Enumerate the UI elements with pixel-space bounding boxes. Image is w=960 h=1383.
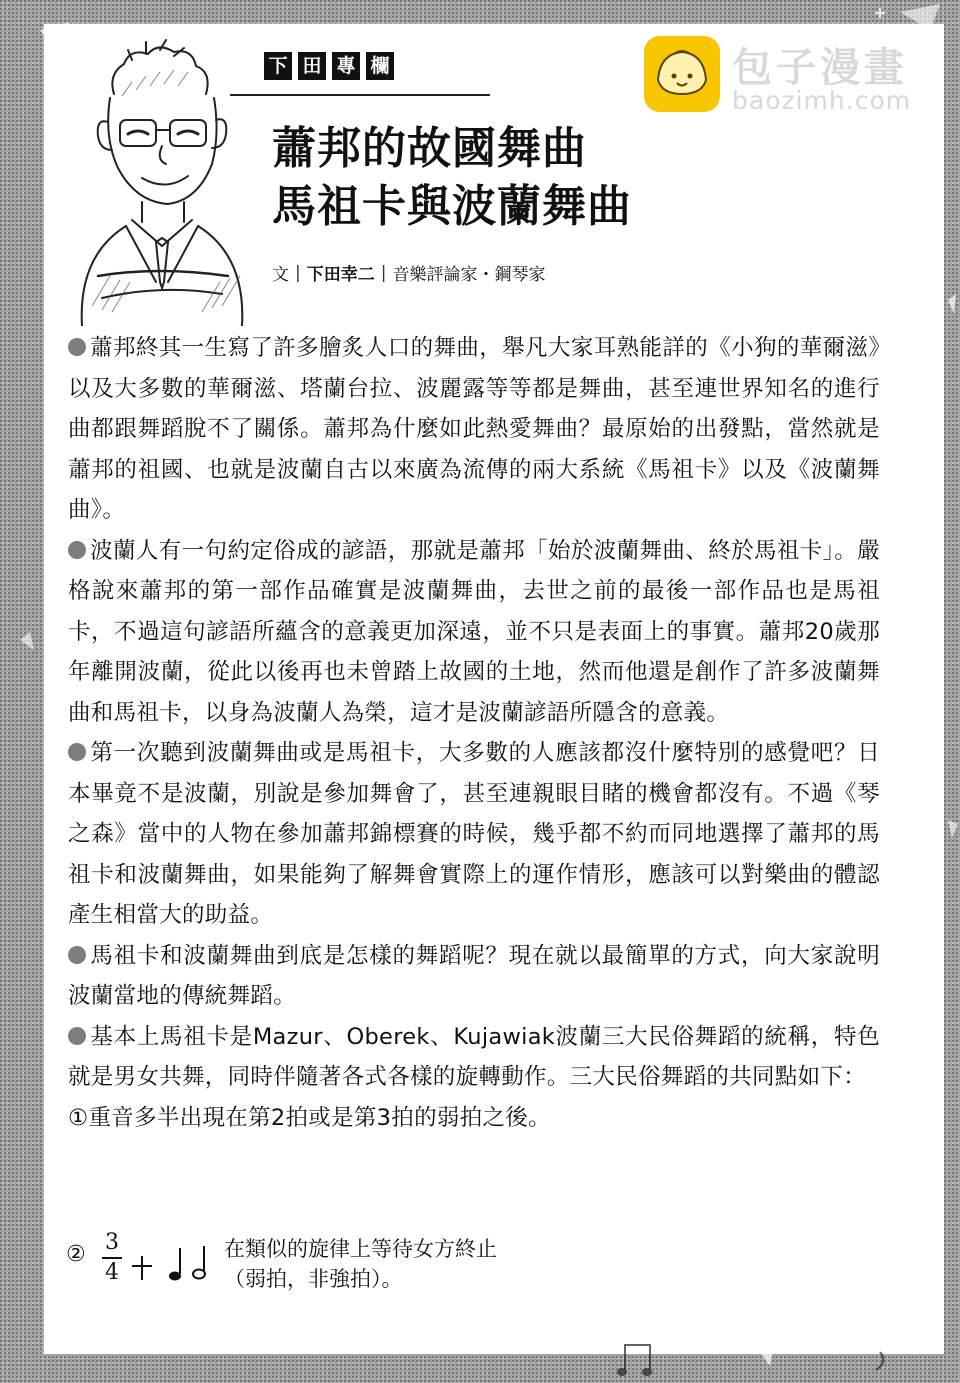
bullet-dot — [68, 1027, 86, 1045]
watermark-name: 包子漫畫 — [732, 45, 908, 91]
fraction-bar — [102, 1257, 122, 1259]
paragraph — [68, 328, 880, 531]
paragraph — [68, 936, 880, 1017]
notation-description — [224, 1234, 497, 1294]
paragraph-text: 第一次聽到波蘭舞曲或是馬祖卡，大多數的人應該都沒什麼特別的感覺吧？日本畢竟不是波蘭，別說是參加舞會了，甚至連親眼目睹的機會都沒有。不過《琴之森》當中的人物在參加蕭邦錦標賽的時候，幾乎都不約而同地選擇了蕭邦的馬祖卡和波蘭舞曲，如果能夠了解舞會實際上的運作情形，應該可以對樂曲的體認產生相當大的助益。 — [68, 740, 880, 928]
list-number: ② — [66, 1242, 86, 1267]
list-item: ①重音多半出現在第2拍或是第3拍的弱拍之後。 — [68, 1104, 551, 1131]
watermark-logo — [644, 36, 720, 112]
byline-author: 下田幸二 — [306, 265, 375, 285]
byline-separator: | — [295, 262, 301, 283]
watermark-url: baozimh.com — [732, 86, 912, 115]
bullet-dot — [68, 541, 86, 559]
time-signature-top: 3 — [105, 1230, 119, 1255]
byline-prefix: 文 — [272, 265, 289, 285]
bullet-dot — [68, 946, 86, 964]
byline — [272, 260, 545, 285]
watermark — [644, 36, 944, 116]
time-signature-bottom: 4 — [105, 1260, 119, 1285]
half-note-head — [193, 1270, 205, 1279]
column-tag — [264, 52, 394, 80]
author-portrait — [62, 36, 262, 326]
paragraph-text: 波蘭人有一句約定俗成的諺語，那就是蕭邦「始於波蘭舞曲、終於馬祖卡」。嚴格說來蕭邦的第一部作品確實是波蘭舞曲，去世之前的最後一部作品也是馬祖卡，不過這句諺語所蘊含的意義更加深遠，並不只是表面上的事實。蕭邦20歲那年離開波蘭，從此以後再也未曾踏上故國的土地，然而他還是創作了許多波蘭舞曲和馬祖卡，以身為波蘭人為榮，這才是波蘭諺語所隱含的意義。 — [68, 537, 880, 726]
paragraph — [68, 1017, 880, 1098]
article-body — [68, 328, 880, 1138]
paragraph-text: 蕭邦終其一生寫了許多膾炙人口的舞曲，舉凡大家耳熟能詳的《小狗的華爾滋》以及大多數的華爾滋、塔蘭台拉、波麗露等等都是舞曲，甚至連世界知名的進行曲都跟舞蹈脫不了關係。蕭邦為什麼如此熱愛舞曲？最原始的出發點，當然就是蕭邦的祖國、也就是波蘭自古以來廣為流傳的兩大系統《馬祖卡》以及《波蘭舞曲》。 — [68, 335, 880, 523]
paragraph — [68, 733, 880, 936]
bullet-dot — [68, 338, 86, 356]
byline-role: 音樂評論家・鋼琴家 — [392, 265, 546, 285]
article-title — [272, 120, 632, 236]
bullet-dot — [68, 743, 86, 761]
paragraph-text: 馬祖卡和波蘭舞曲到底是怎樣的舞蹈呢？現在就以最簡單的方式，向大家說明波蘭當地的傳統舞蹈。 — [68, 942, 880, 1009]
notation-desc-line-1: 在類似的旋律上等待女方終止 — [224, 1237, 497, 1261]
quarter-note-head — [169, 1272, 181, 1281]
title-line-1: 蕭邦的故國舞曲 — [272, 123, 587, 174]
column-tag-char: 下 — [264, 52, 292, 80]
list-item-notation — [66, 1232, 666, 1302]
time-signature — [100, 1232, 124, 1284]
byline-separator: | — [380, 262, 387, 283]
column-tag-char: 欄 — [366, 52, 394, 80]
paragraph — [68, 531, 880, 734]
column-tag-char: 田 — [298, 52, 326, 80]
title-line-2: 馬祖卡與波蘭舞曲 — [272, 181, 632, 232]
notation-desc-line-2: （弱拍，非強拍）。 — [224, 1267, 403, 1291]
header-rule — [230, 94, 490, 96]
paragraph-text: 基本上馬祖卡是Mazur、Oberek、Kujawiak波蘭三大民俗舞蹈的統稱，特色就是男女共舞，同時伴隨著各式各樣的旋轉動作。三大民俗舞蹈的共同點如下： — [68, 1023, 880, 1090]
column-tag-char: 專 — [332, 52, 360, 80]
